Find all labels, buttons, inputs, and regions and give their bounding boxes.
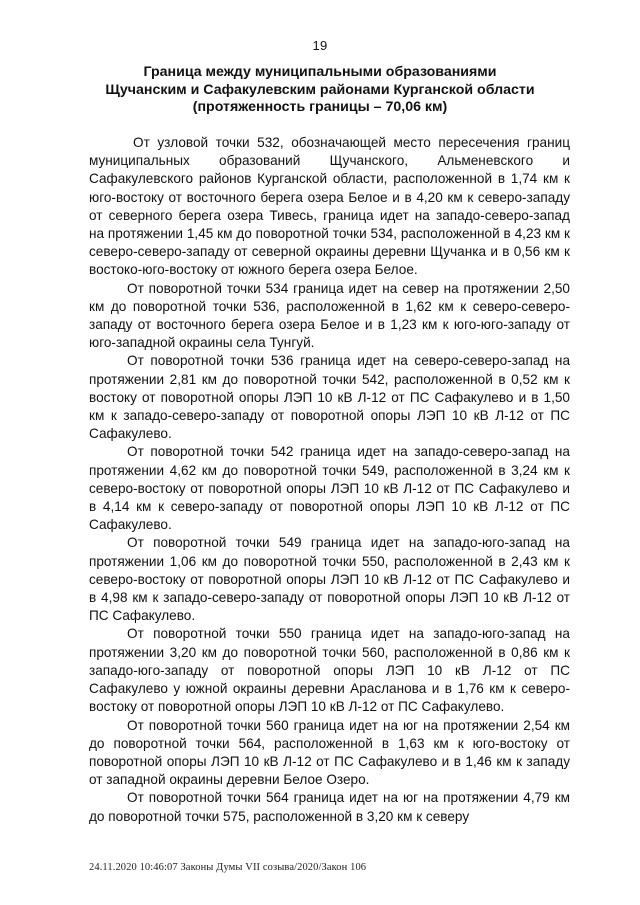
paragraph: От поворотной точки 542 граница идет на западо-северо-запад на протяжении 4,62 км до поворотной точки 549, расположенной в 3,24 км к северо-востоку от поворотной опоры ЛЭП 10 кВ Л-12 от ПС Сафакулево и в 4,14 км к северо-западу от поворотной опоры ЛЭП 10 кВ Л-12 от ПС Сафакулево.	[89, 444, 570, 533]
title-line: Граница между муниципальными образованиями	[143, 64, 497, 80]
paragraph: От поворотной точки 549 граница идет на западо-юго-запад на протяжении 1,06 км до поворотной точки 550, расположенной в 2,43 км к северо-востоку от поворотной опоры ЛЭП 10 кВ Л-12 от ПС Сафакулево и в 4,98 км к западо-северо-западу от поворотной опоры ЛЭП 10 кВ Л-12 от ПС Сафакулево.	[89, 535, 570, 624]
paragraph: От поворотной точки 550 граница идет на западо-юго-запад на протяжении 3,20 км до поворотной точки 560, расположенной в 0,86 км к западо-юго-западу от поворотной опоры ЛЭП 10 кВ Л-12 от ПС Сафакулево у южной окраины деревни Арасланова и в 1,76 км к северо-востоку от поворотной опоры ЛЭП 10 кВ Л-12 от ПС Сафакулево.	[89, 626, 570, 715]
document-body	[89, 134, 570, 826]
title-line: (протяженность границы – 70,06 км)	[192, 99, 448, 115]
document-title	[40, 64, 600, 117]
title-line: Щучанским и Сафакулевским районами Курганской области	[105, 81, 535, 98]
paragraph: От поворотной точки 536 граница идет на северо-северо-запад на протяжении 2,81 км до поворотной точки 542, расположенной в 0,52 км к востоку от поворотной опоры ЛЭП 10 кВ Л-12 от ПС Сафакулево и в 1,50 км к западо-северо-западу от поворотной опоры ЛЭП 10 кВ Л-12 от ПС Сафакулево.	[89, 353, 570, 442]
paragraph: От узловой точки 532, обозначающей место пересечения границ муниципальных образований Щучанского, Альменевского и Сафакулевского районов Курганской области, расположенной в 1,74 км к юго-востоку от восточного берега озера Белое и в 4,20 км к северо-западу от северного берега озера Тивесь, граница идет на западо-северо-запад на протяжении 1,45 км до поворотной точки 534, расположенной в 4,23 км к северо-северо-западу от северной окраины деревни Щучанка и в 0,56 км к востоко-юго-востоку от южного берега озера Белое.	[89, 135, 570, 278]
paragraph: От поворотной точки 560 граница идет на юг на протяжении 2,54 км до поворотной точки 564, расположенной в 1,63 км к юго-востоку от поворотной опоры ЛЭП 10 кВ Л-12 от ПС Сафакулево и в 1,46 км к западу от западной окраины деревни Белое Озеро.	[89, 717, 570, 788]
paragraph: От поворотной точки 564 граница идет на юг на протяжении 4,79 км до поворотной точки 575, расположенной в 3,20 км к северу	[89, 790, 570, 824]
footer-stamp: 24.11.2020 10:46:07 Законы Думы VII созыва/2020/Закон 106	[89, 862, 367, 873]
paragraph: От поворотной точки 534 граница идет на север на протяжении 2,50 км до поворотной точки 536, расположенной в 1,62 км к северо-северо-западу от восточного берега озера Белое и в 1,23 км к юго-юго-западу от юго-западной окраины села Тунгуй.	[89, 280, 570, 351]
page-number: 19	[312, 38, 328, 53]
